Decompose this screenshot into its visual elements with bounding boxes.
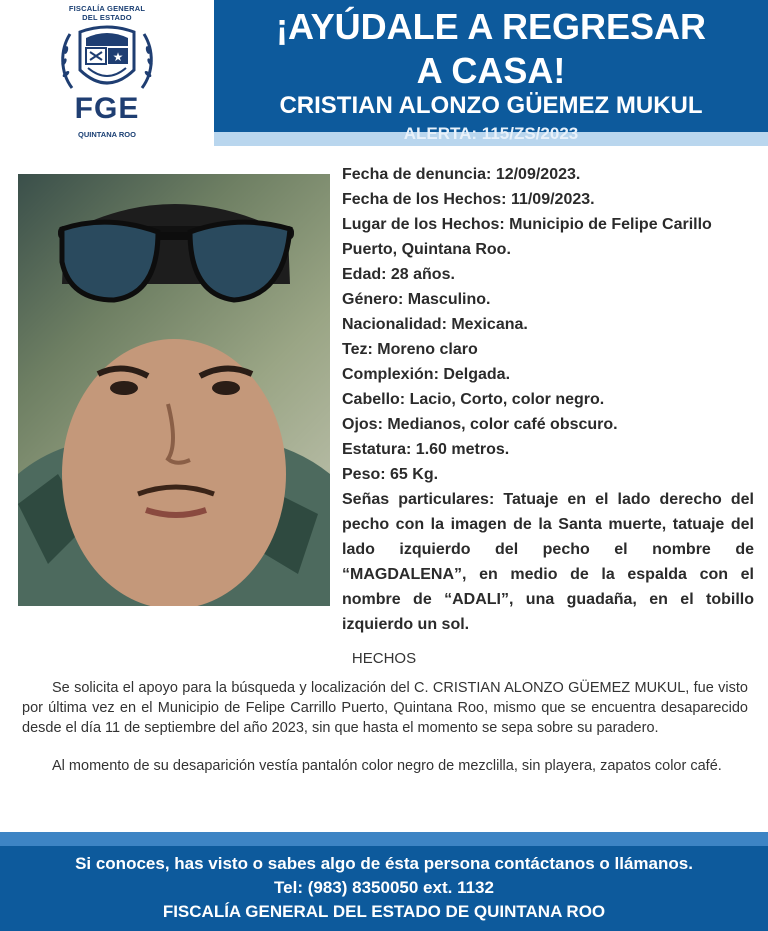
state-shield-laurel-icon	[58, 24, 156, 96]
detail-peso: Peso: 65 Kg.	[342, 466, 439, 483]
detail-lugar-line-1: Lugar de los Hechos: Municipio de Felipe Carillo	[342, 216, 712, 233]
headline-line-2: A CASA!	[416, 50, 566, 91]
top-banner	[214, 0, 768, 146]
fge-logo	[0, 0, 214, 146]
footer-top-strip	[0, 832, 768, 846]
alert-code: ALERTA: 115/ZS/2023	[403, 124, 579, 143]
footer-call-to-action: Si conoces, has visto o sabes algo de ésta persona contáctanos o llámanos.	[75, 854, 693, 873]
detail-senas-particulares: Señas particulares: Tatuaje en el lado derecho del pecho con la imagen de la Santa muerte, tatuaje del lado izquierdo del pecho el nombre de “MAGDALENA”, en medio de la espalda con el nombre de “ADALI”, una guadaña, en el tobillo izquierdo un sol.	[342, 491, 754, 633]
detail-estatura: Estatura: 1.60 metros.	[342, 441, 510, 458]
personal-details	[342, 162, 754, 637]
logo-org-line-1: FISCALÍA GENERAL	[68, 4, 146, 13]
detail-cabello: Cabello: Lacio, Corto, color negro.	[342, 391, 605, 408]
portrait-illustration	[18, 174, 330, 606]
headline-line-1: ¡AYÚDALE A REGRESAR	[275, 6, 707, 47]
detail-complexion: Complexión: Delgada.	[342, 366, 511, 383]
hechos-paragraph-1: Se solicita el apoyo para la búsqueda y localización del C. CRISTIAN ALONZO GÜEMEZ MUKUL, fue visto por última vez en el Municipio de Felipe Carrillo Puerto, Quintana Roo, mismo que se encuentra desaparecido desde el día 11 de septiembre del año 2023, sin que hasta el momento se sepa sobre su paradero.	[22, 680, 748, 736]
logo-state: QUINTANA ROO	[78, 130, 136, 139]
detail-ojos: Ojos: Medianos, color café obscuro.	[342, 416, 618, 433]
hechos-heading: HECHOS	[351, 650, 417, 667]
detail-nacionalidad: Nacionalidad: Mexicana.	[342, 316, 528, 333]
detail-fecha-hechos: Fecha de los Hechos: 11/09/2023.	[342, 191, 595, 208]
logo-org-line-2: DEL ESTADO	[82, 13, 132, 22]
missing-person-photo	[18, 174, 330, 606]
hechos-paragraph-2: Al momento de su desaparición vestía pantalón color negro de mezclilla, sin playera, zapatos color café.	[52, 758, 722, 774]
detail-fecha-denuncia: Fecha de denuncia: 12/09/2023.	[342, 166, 581, 183]
logo-acronym: FGE	[74, 92, 140, 125]
detail-lugar-line-2: Puerto, Quintana Roo.	[342, 241, 511, 258]
svg-text:★: ★	[112, 50, 124, 64]
contact-footer	[0, 832, 768, 931]
detail-genero: Género: Masculino.	[342, 291, 491, 308]
hechos-narrative	[22, 678, 748, 794]
footer-agency: FISCALÍA GENERAL DEL ESTADO DE QUINTANA ROO	[162, 902, 606, 921]
footer-phone: Tel: (983) 8350050 ext. 1132	[274, 878, 494, 897]
person-name: CRISTIAN ALONZO GÜEMEZ MUKUL	[279, 92, 703, 119]
detail-tez: Tez: Moreno claro	[342, 341, 478, 358]
detail-edad: Edad: 28 años.	[342, 266, 455, 283]
